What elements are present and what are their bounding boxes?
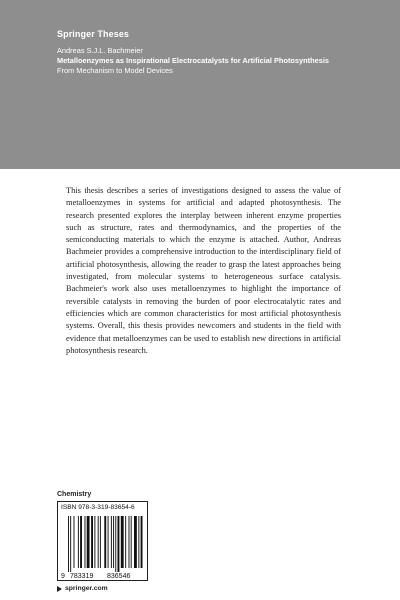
barcode-digits-left: 783319 (70, 573, 94, 580)
barcode-bar (78, 516, 79, 568)
book-subtitle: From Mechanism to Model Devices (57, 66, 173, 75)
barcode-bar (74, 516, 75, 568)
barcode-bar (94, 516, 95, 568)
subject-label: Chemistry (57, 491, 92, 498)
abstract-text: This thesis describes a series of investigations designed to assess the value of metalloenzymes in systems for artificial and adapted photosynthesis. The research presented explores the interplay between inherent enzyme properties such as structure, rates and thermodynamics, and the properties of the semiconducting materials to which the enzyme is attached. Author, Andreas Bachmeier provides a comprehensive introduction to the interdisciplinary field of artificial photosynthesis, allowing the reader to grasp the latest approaches being investigated, from molecular systems to heterogeneous surface catalysis. Bachmeier's work also uses metalloenzymes to highlight the importance of reversible catalysts in removing the burden of poor electrocatalytic rates and efficiencies which are common characteristics for most artificial photosynthesis systems. Overall, this thesis provides newcomers and students in the field with evidence that metalloenzymes can be used to establish new directions in artificial photosynthesis research. (66, 186, 341, 355)
barcode-bar (138, 516, 139, 568)
barcode-bar (98, 516, 99, 568)
barcode-bar (121, 516, 124, 568)
barcode-bar (113, 516, 114, 568)
book-title: Metalloenzymes as Inspirational Electrocatalysts for Artificial Photosynthesis (57, 56, 330, 65)
barcode-bar (108, 516, 109, 568)
barcode-bar (131, 516, 132, 568)
publisher-link[interactable] (57, 585, 108, 592)
barcode-bar (129, 516, 130, 568)
isbn-label: ISBN 978-3-319-83654-6 (61, 504, 135, 511)
barcode-bar (104, 516, 106, 568)
isbn-box (57, 501, 148, 581)
barcode-bar (70, 516, 71, 572)
barcode-bar (134, 516, 137, 568)
author-name: Andreas S.J.L. Bachmeier (57, 46, 143, 55)
header-band (0, 0, 400, 169)
barcode-bar (91, 516, 93, 568)
barcode-bar (141, 516, 143, 568)
arrow-right-icon (57, 586, 62, 592)
barcode-bar (80, 516, 82, 568)
barcode-bar (111, 516, 112, 568)
barcode-bar (115, 516, 116, 572)
barcode-bar (125, 516, 126, 568)
series-name: Springer Theses (57, 29, 130, 39)
barcode (60, 514, 145, 580)
barcode-bar (100, 516, 101, 568)
barcode-bar (118, 516, 120, 572)
barcode-bar (68, 516, 69, 572)
barcode-bar (85, 516, 86, 568)
barcode-digits-right: 836546 (107, 573, 131, 580)
barcode-digit-lead: 9 (61, 573, 65, 580)
publisher-url: springer.com (65, 585, 108, 592)
barcode-bar (87, 516, 90, 568)
